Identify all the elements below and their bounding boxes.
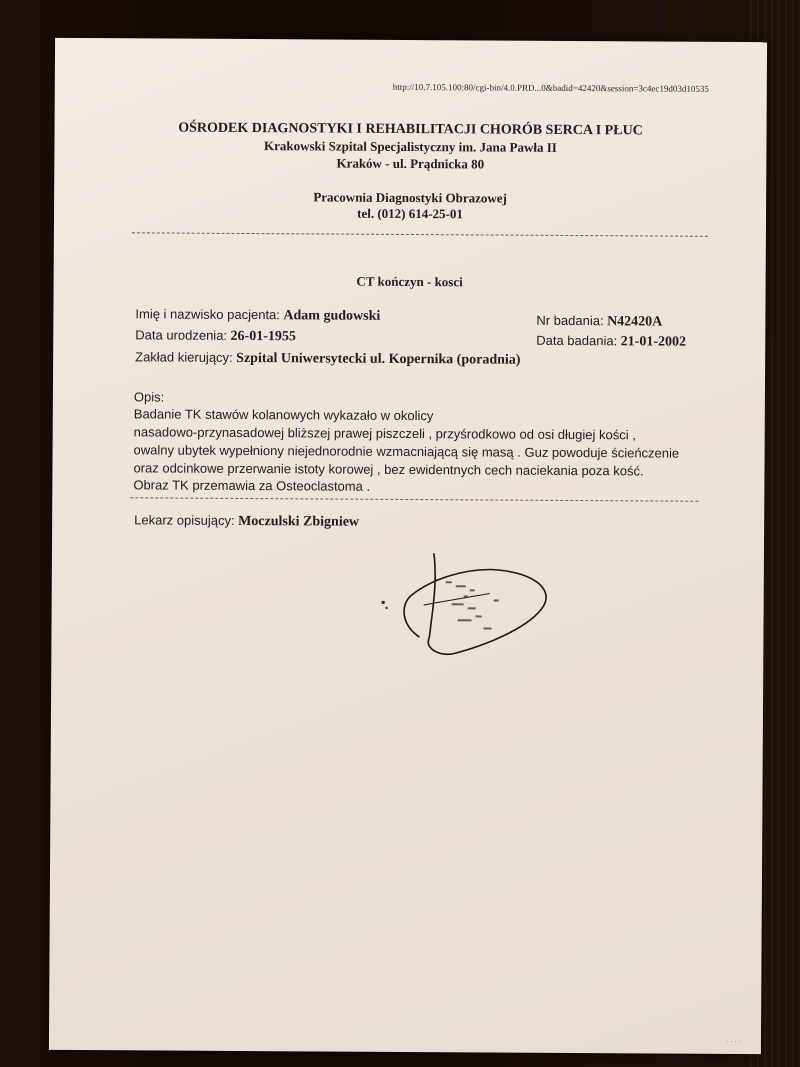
exam-date-label: Data badania: [536, 332, 618, 349]
signature-stamp [371, 545, 582, 666]
patient-name-row [135, 306, 380, 324]
doctor-label: Lekarz opisujący: [134, 512, 235, 528]
exam-date: 21-01-2002 [620, 334, 687, 350]
doctor-row [134, 512, 359, 530]
exam-number: N42420A [607, 314, 663, 330]
report-title: CT kończyn - kosci [356, 273, 463, 290]
exam-number-row [536, 313, 662, 331]
patient-dob: 26-01-1955 [230, 328, 296, 345]
patient-name: Adam gudowski [283, 308, 381, 324]
patient-name-label: Imię i nazwisko pacjenta: [135, 306, 280, 323]
description-line: oraz odcinkowe przerwanie istoty korowej , bez ewidentnych cech naciekania poza kość. [133, 460, 644, 479]
institution-name: OŚRODEK DIAGNOSTYKI I REHABILITACJI CHORÓB SERCA I PŁUC [178, 120, 643, 139]
referring-unit-label: Zakład kierujący: [135, 349, 233, 365]
doctor-name: Moczulski Zbigniew [238, 513, 360, 530]
department-phone: tel. (012) 614-25-01 [357, 205, 463, 222]
referring-unit: Szpital Uniwersytecki ul. Kopernika (poradnia) [236, 350, 521, 368]
patient-dob-label: Data urodzenia: [135, 327, 228, 343]
header-divider [132, 232, 708, 237]
medical-report-paper [49, 38, 767, 1054]
exam-date-row [536, 333, 686, 351]
department-name: Pracownia Diagnostyki Obrazowej [313, 189, 507, 206]
referring-unit-row [135, 349, 520, 368]
print-url: http://10.7.105.100:80/cgi-bin/4.0.PRD...0&badid=42420&session=3c4ec19d03d10535 [392, 81, 709, 94]
description-divider [130, 497, 698, 501]
exam-number-label: Nr badania: [536, 312, 604, 329]
description-label: Opis: [133, 389, 165, 405]
description-line: owalny ubytek wypełniony niejednorodnie wzmacniającą się masą . Guz powoduje ścieńczenie [133, 442, 680, 461]
description-line: Badanie TK stawów kolanowych wykazało w okolicy [133, 406, 434, 424]
hospital-address: Kraków - ul. Prądnicka 80 [336, 155, 485, 172]
patient-dob-row [135, 327, 296, 345]
hospital-name: Krakowski Szpital Specjalistyczny im. Jana Pawła II [263, 138, 557, 155]
description-line: nasadowo-przynasadowej bliższej prawej piszczeli , przyśrodkowo od osi długiej kości , [133, 424, 636, 443]
page-footer-mark: · · · · [726, 1037, 742, 1047]
description-line: Obraz TK przemawia za Osteoclastoma . [133, 477, 371, 494]
